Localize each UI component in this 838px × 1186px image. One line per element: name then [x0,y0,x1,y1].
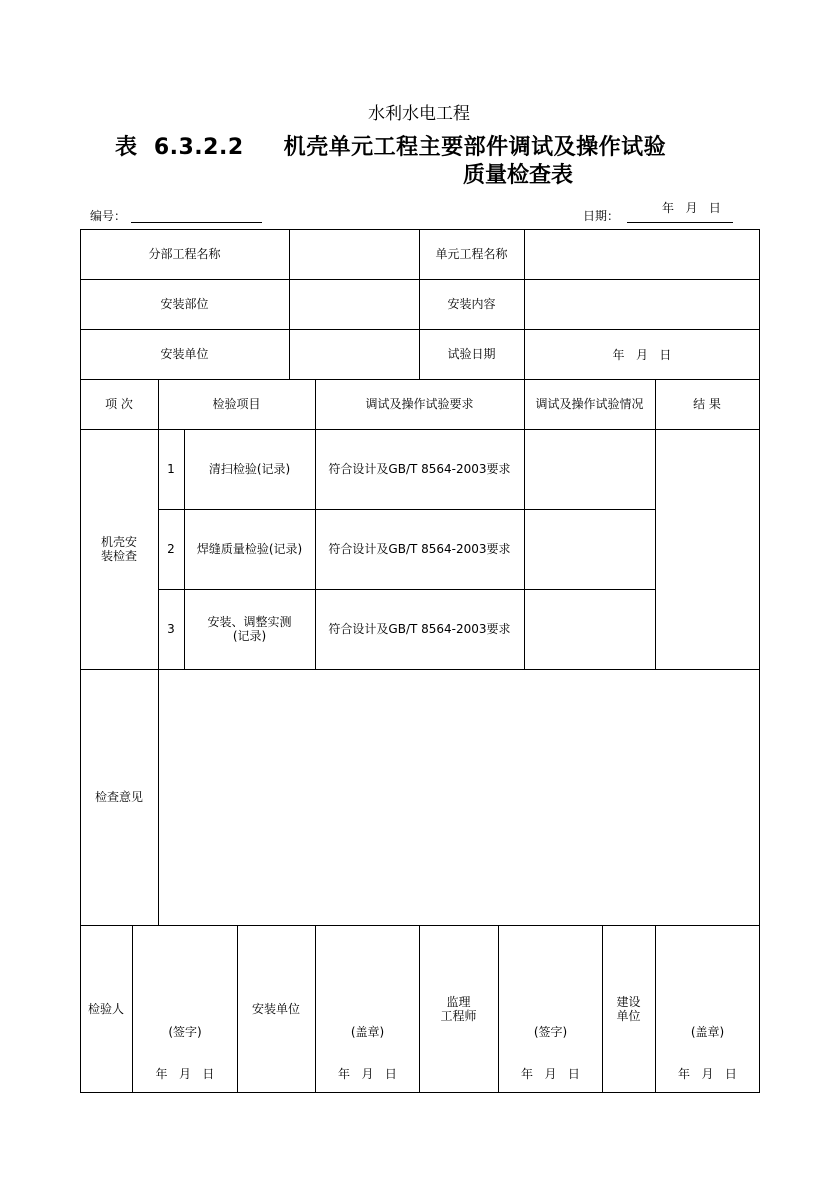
test-date-label: 试验日期 [447,347,496,361]
install-content-label: 安装内容 [447,297,496,311]
column-header-situation: 调试及操作试验情况 [535,397,644,411]
date-label: 日期： [583,209,620,223]
column-header-inspection-item: 检验项目 [212,397,261,411]
install-unit-sign-label: 安装单位 [251,1002,300,1016]
install-unit-seal-area[interactable] [316,926,419,1092]
column-header-requirement: 调试及操作试验要求 [365,397,474,411]
row-3-inspection-item [184,589,315,669]
builder-seal-area[interactable] [656,926,759,1092]
row-2-requirement: 符合设计及GB/T 8564-2003要求 [328,542,511,556]
install-unit-seal-label: (盖章) [350,1025,385,1039]
row-3-item-line-1: 安装、调整实测 [207,615,292,629]
header-date-value: 年 月 日 [662,201,721,215]
opinion-label: 检查意见 [94,790,143,804]
inspector-label: 检验人 [87,1002,124,1016]
install-location-field[interactable] [290,280,419,329]
builder-label [602,925,655,1093]
supervisor-date: 年 月 日 [521,1067,580,1081]
builder-label-line-1: 建设 [616,995,641,1009]
unit-project-field[interactable] [525,230,759,279]
group-label-line-2: 装检查 [100,549,137,563]
result-field[interactable] [656,430,759,669]
install-location-label: 安装部位 [160,297,209,311]
row-2-situation-field[interactable] [525,510,655,589]
supervisor-label-line-2: 工程师 [440,1009,477,1023]
row-3-item-line-2: (记录) [232,629,267,643]
row-1-situation-field[interactable] [525,430,655,509]
row-1-number: 1 [167,462,175,476]
title-line-2: 质量检查表 [462,163,573,188]
title-line-1: 机壳单元工程主要部件调试及操作试验 [283,135,667,160]
builder-seal-label: (盖章) [690,1025,725,1039]
install-unit-date: 年 月 日 [338,1067,397,1081]
row-3-requirement: 符合设计及GB/T 8564-2003要求 [328,622,511,636]
inspector-sign-area[interactable] [133,926,237,1092]
unit-project-label: 单元工程名称 [435,247,508,261]
inspector-sign-label: (签字) [168,1025,202,1039]
install-unit-label: 安装单位 [160,347,209,361]
serial-label: 编号： [90,209,127,223]
builder-label-line-2: 单位 [616,1009,641,1023]
table-number: 表 6.3.2.2 [115,135,244,160]
date-underline[interactable] [627,222,733,223]
inspector-date: 年 月 日 [155,1067,215,1081]
branch-project-field[interactable] [290,230,419,279]
group-label [80,429,158,669]
serial-underline[interactable] [131,222,262,223]
group-label-line-1: 机壳安 [100,535,137,549]
row-1-inspection-item: 清扫检验(记录) [208,462,291,476]
document-title [115,130,666,161]
supervisor-label [419,925,498,1093]
row-1-requirement: 符合设计及GB/T 8564-2003要求 [328,462,511,476]
install-content-field[interactable] [525,280,759,329]
supervisor-sign-label: (签字) [533,1025,568,1039]
opinion-field[interactable] [159,670,759,925]
builder-date: 年 月 日 [678,1067,737,1081]
row-3-number: 3 [167,622,175,636]
test-date-field[interactable]: 年 月 日 [612,347,672,362]
branch-project-label: 分部工程名称 [148,247,221,261]
row-3-situation-field[interactable] [525,590,655,669]
column-header-result: 结 果 [693,397,721,411]
document-subtitle: 水利水电工程 [368,104,470,124]
install-unit-field[interactable] [290,330,419,379]
column-header-item-no: 项 次 [105,397,133,411]
row-2-number: 2 [167,542,175,556]
row-2-inspection-item: 焊缝质量检验(记录) [196,542,303,556]
supervisor-sign-area[interactable] [499,926,602,1092]
supervisor-label-line-1: 监理 [446,995,471,1009]
